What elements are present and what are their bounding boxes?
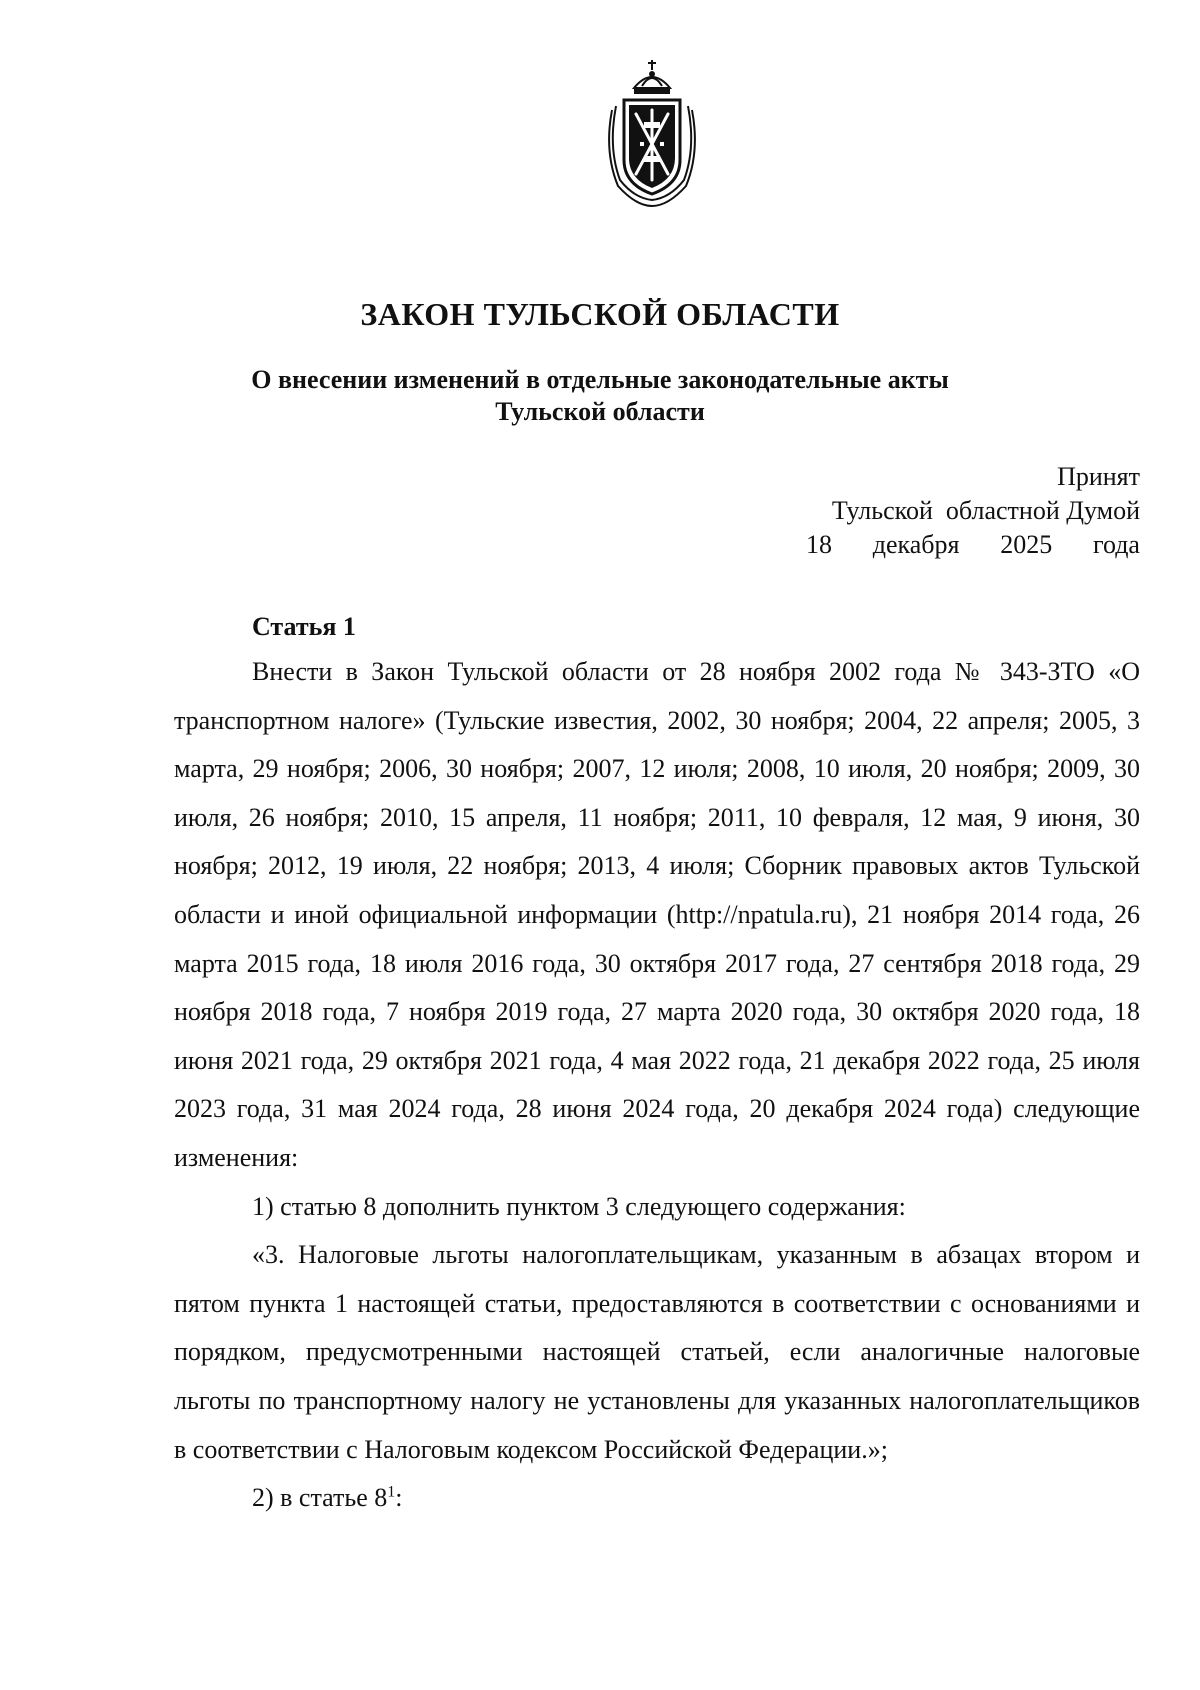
adoption-date	[800, 528, 1140, 562]
subtitle-line-1: О внесении изменений в отдельные законодательные акты	[251, 365, 949, 394]
quoted-amendment-paragraph: «3. Налоговые льготы налогоплательщикам, указанным в абзацах втором и пятом пункта 1 настоящей статьи, предоставляются в соответствии с основаниями и порядком, предусмотренными настоящей статьей, если аналогичные налоговые льготы по транспортному налогу не установлены для указанных налогоплательщиков в соответствии с Налоговым кодексом Российской Федерации.»;	[174, 1240, 1140, 1464]
law-title: ЗАКОН ТУЛЬСКОЙ ОБЛАСТИ	[360, 296, 840, 332]
law-subtitle	[0, 364, 1200, 428]
coat-of-arms-icon	[602, 48, 702, 208]
adoption-month: декабря	[872, 530, 960, 559]
superscript: 1	[387, 1483, 396, 1501]
adoption-block	[800, 460, 1140, 562]
item-2-paragraph: 2) в статье $8^1$:	[252, 1483, 403, 1513]
adoption-year: 2025	[1000, 530, 1053, 559]
article-intro-paragraph: Внести в Закон Тульской области от 28 ноября 2002 года № 343-ЗТО «О транспортном налоге» (Тульские известия, 2002, 30 ноября; 2004, 22 апреля; 2005, 3 марта, 29 ноября; 2006, 30 ноября; 2007, 12 июля; 2008, 10 июля, 20 ноября; 2009, 30 июля, 26 ноября; 2010, 15 апреля, 11 ноября; 2011, 10 февраля, 12 мая, 9 июня, 30 ноября; 2012, 19 июля, 22 ноября; 2013, 4 июля; Сборник правовых актов Тульской области и иной официальной информации (http://npatula.ru), 21 ноября 2014 года, 26 марта 2015 года, 18 июля 2016 года, 30 октября 2017 года, 27 сентября 2018 года, 29 ноября 2018 года, 7 ноября 2019 года, 27 марта 2020 года, 30 октября 2020 года, 18 июня 2021 года, 29 октября 2021 года, 4 мая 2022 года, 21 декабря 2022 года, 25 июля 2023 года, 31 мая 2024 года, 28 июня 2024 года, 20 декабря 2024 года) следующие изменения:	[174, 657, 1140, 1172]
adoption-year-word: года	[1092, 530, 1140, 559]
subtitle-line-2: Тульской области	[495, 397, 705, 426]
adoption-line-2: Тульской областной Думой	[831, 496, 1140, 525]
adoption-day: 18	[806, 530, 832, 559]
adoption-line-1: Принят	[1057, 462, 1140, 491]
article-heading: Статья 1	[252, 612, 356, 641]
item-1-paragraph: 1) статью 8 дополнить пунктом 3 следующего содержания:	[252, 1191, 906, 1221]
article-body	[174, 648, 1140, 1523]
